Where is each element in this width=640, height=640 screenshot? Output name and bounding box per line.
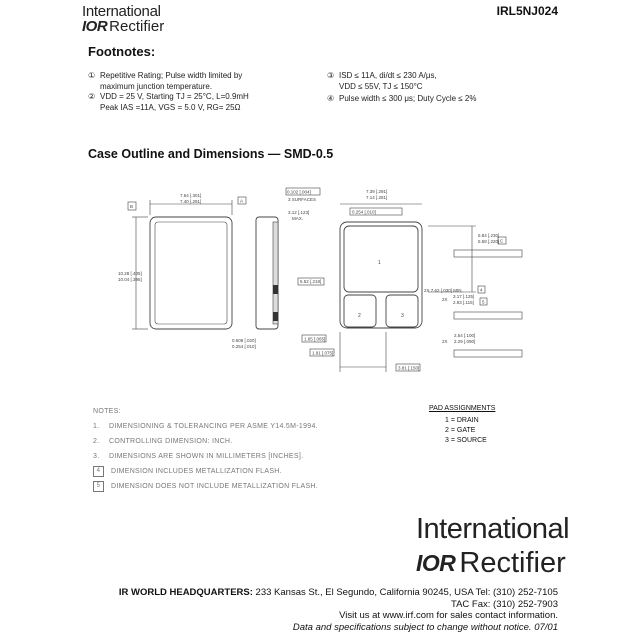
pad-3-label: 3 (401, 313, 404, 319)
pad-1-label: 1 (378, 260, 381, 266)
datum-a-label: A (240, 198, 244, 204)
dim-lead-top: 3.17 [.125] (453, 294, 475, 299)
note-item: 3. DIMENSIONS ARE SHOWN IN MILLIMETERS [INCHES]. (93, 453, 304, 460)
note-item: 4 DIMENSION INCLUDES METALLIZATION FLASH. (93, 464, 318, 479)
dim-pad-height-bottom: 5.58 [.220] (478, 239, 500, 244)
dim-lead-width-top: 0.508 [.020] (232, 338, 256, 343)
dim-2x-lead: 2X (442, 297, 448, 302)
package-bottom-view (340, 222, 422, 328)
dim-max-thickness: 3.12 [.123] (288, 210, 310, 215)
dim-surfaces: 3 SURFACES (288, 197, 317, 202)
datum-b-label: B (130, 204, 134, 209)
dim-max-label: MAX. (292, 216, 304, 221)
footer-brand-rectifier-text: Rectifier (459, 547, 566, 579)
note-item: 2. CONTROLLING DIMENSION: INCH. (93, 438, 233, 445)
pad-assignment-item: 3 = SOURCE (445, 437, 487, 444)
package-top-view (150, 217, 232, 329)
dim-height-top: 10.28 [.405] (118, 271, 142, 276)
ior-logo-icon: IOR (82, 18, 108, 35)
pad-2-label: 2 (358, 313, 361, 319)
dim-d2: 1.91 [.075] (312, 350, 334, 356)
datum-c-label: C (500, 238, 504, 244)
hq-address: 233 Kansas St., El Segundo, California 90245, USA Tel: (310) 252-7105 (255, 587, 558, 598)
footer-brand-rectifier (416, 547, 566, 580)
footnote-4: ④ Pulse width ≤ 300 μs; Duty Cycle ≤ 2% (327, 94, 477, 103)
pad-assignment-item: 2 = GATE (445, 427, 476, 434)
header-brand-rectifier-text: Rectifier (109, 18, 165, 35)
pad-assignments-title: PAD ASSIGNMENTS (429, 405, 496, 412)
dim-d3-top: 2.54 [.100] (454, 333, 476, 338)
footnote-3: ③ ISD ≤ 11A, di/dt ≤ 230 A/μs, VDD ≤ 55V, TJ ≤ 150°C (327, 71, 437, 91)
dim-tolerance-1: 0.254 [.010] (352, 209, 376, 215)
footer-brand-international: International (416, 513, 570, 545)
footnotes-heading: Footnotes: (88, 44, 156, 59)
footnote-1: ① Repetitive Rating; Pulse width limited by maximum junction temperature. (88, 71, 243, 91)
dim-lead-width-bottom: 0.254 [.010] (232, 344, 256, 349)
dim-min-spacing: 2X 7.62 [.030] MIN. (424, 288, 463, 293)
dim-2x-d3: 2X (442, 339, 448, 344)
notes-title: NOTES: (93, 408, 121, 415)
note-5-flag: 5 (482, 299, 485, 305)
dim-bottom-width: 5.52 [.218] (300, 279, 322, 284)
part-number: IRL5NJ024 (496, 4, 558, 18)
header-brand-international: International (82, 3, 161, 20)
dim-width-bottom: 7.40 [.291] (180, 199, 202, 204)
pad-assignment-item: 1 = DRAIN (445, 417, 479, 424)
hq-disclaimer: Data and specifications subject to change without notice. 07/01 (292, 621, 558, 633)
drawing-notes (93, 404, 318, 494)
hq-visit: Visit us at www.irf.com for sales contact information. (339, 610, 558, 621)
dim-width-top: 7.64 [.301] (180, 193, 202, 198)
note-item: 5 DIMENSION DOES NOT INCLUDE METALLIZATION FLASH. (93, 479, 318, 494)
case-outline-heading: Case Outline and Dimensions — SMD-0.5 (88, 147, 334, 161)
ior-logo-icon: IOR (416, 550, 456, 576)
package-side-view (256, 217, 278, 329)
hq-fax: TAC Fax: (310) 252-7903 (450, 598, 558, 610)
headquarters-info (119, 587, 558, 633)
dim-pitch-bottom: 7.14 [.281] (366, 195, 388, 200)
dim-height-bottom: 10.04 [.395] (118, 277, 142, 282)
dim-lead-bottom: 2.93 [.115] (453, 300, 474, 305)
dim-pad-height-top: 5.84 [.230] (478, 233, 500, 238)
hq-label: IR WORLD HEADQUARTERS: (118, 587, 253, 598)
case-outline-drawing (88, 182, 548, 382)
header-brand-rectifier (82, 18, 164, 35)
footnote-2: ② VDD = 25 V, Starting TJ = 25°C, L=0.9mH Peak IAS =11A, VGS = 5.0 V, RG= 25Ω (88, 92, 249, 112)
dim-d3-bottom: 2.29 [.090] (454, 339, 476, 344)
dim-d1: 1.65 [.065] (304, 336, 326, 342)
note-4-flag: 4 (480, 287, 483, 293)
dim-flatness: 0.102 [.004] (287, 189, 311, 195)
dim-d4: 3.81 [.150] (398, 365, 420, 371)
pad-assignments (429, 404, 495, 446)
dim-pitch-top: 7.39 [.291] (366, 189, 388, 194)
note-item: 1. DIMENSIONING & TOLERANCING PER ASME Y14.5M-1994. (93, 423, 318, 430)
